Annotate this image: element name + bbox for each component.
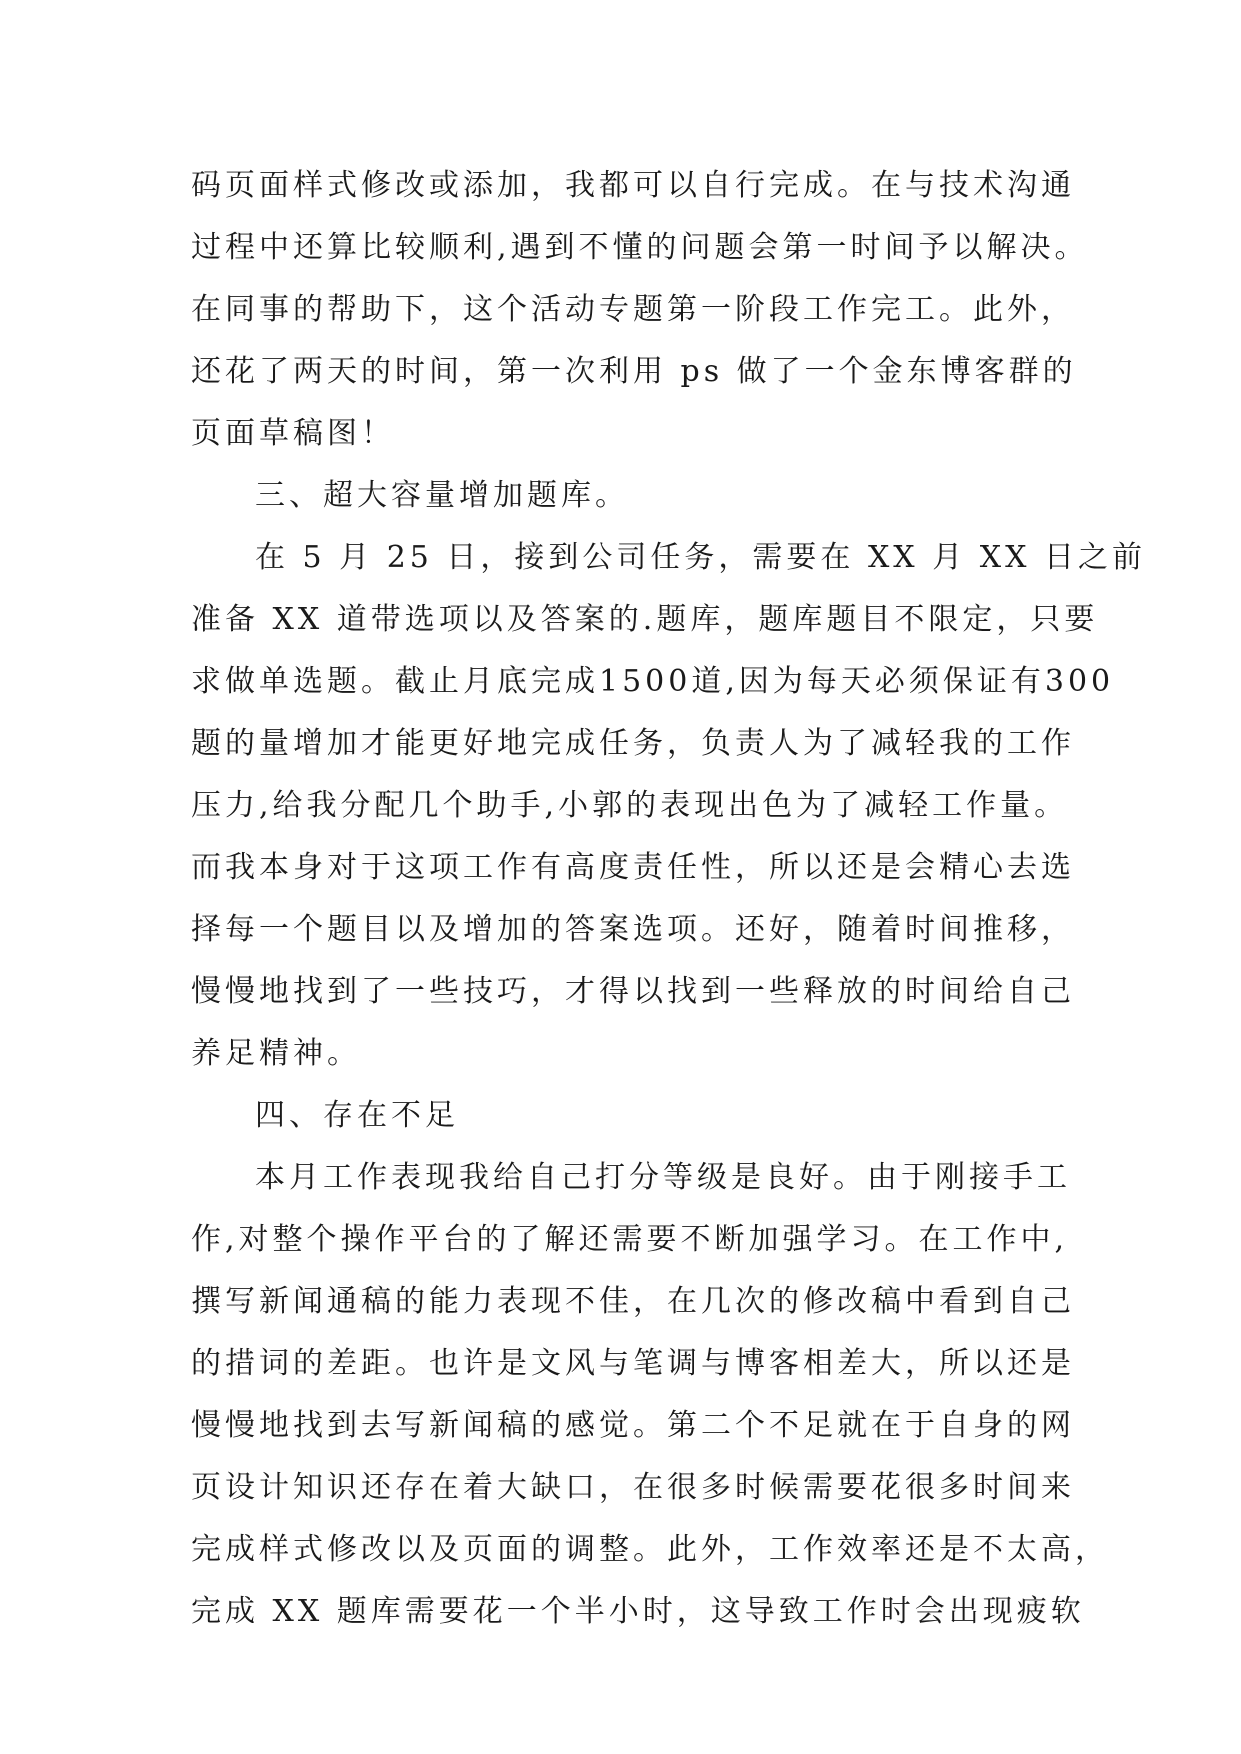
text-line: 的措词的差距。也许是文风与笔调与博客相差大，所以还是 xyxy=(191,1346,1075,1381)
text-line: 慢慢地找到去写新闻稿的感觉。第二个不足就在于自身的网 xyxy=(191,1408,1075,1443)
body-text xyxy=(191,155,1146,1643)
text-line: 页面草稿图！ xyxy=(191,416,395,451)
text-line: 在 5 月 25 日，接到公司任务，需要在 XX 月 XX 日之前 xyxy=(255,540,1146,575)
text-line: 在同事的帮助下，这个活动专题第一阶段工作完工。此外， xyxy=(191,292,1075,327)
section-heading: 四、存在不足 xyxy=(255,1098,459,1133)
text-line: 而我本身对于这项工作有高度责任性，所以还是会精心去选 xyxy=(191,850,1075,885)
text-line: 择每一个题目以及增加的答案选项。还好，随着时间推移， xyxy=(191,912,1075,947)
text-line: 求做单选题。截止月底完成1500道,因为每天必须保证有300 xyxy=(191,664,1115,699)
section-heading: 三、超大容量增加题库。 xyxy=(255,478,629,513)
text-line: 码页面样式修改或添加，我都可以自行完成。在与技术沟通 xyxy=(191,168,1075,203)
text-line: 撰写新闻通稿的能力表现不佳，在几次的修改稿中看到自己 xyxy=(191,1284,1075,1319)
text-line: 养足精神。 xyxy=(191,1036,361,1071)
text-line: 完成 XX 题库需要花一个半小时，这导致工作时会出现疲软 xyxy=(191,1594,1085,1629)
text-line: 作,对整个操作平台的了解还需要不断加强学习。在工作中, xyxy=(191,1222,1069,1257)
text-line: 过程中还算比较顺利,遇到不懂的问题会第一时间予以解决。 xyxy=(191,230,1089,265)
text-line: 准备 XX 道带选项以及答案的.题库，题库题目不限定，只要 xyxy=(191,602,1099,637)
text-line: 还花了两天的时间，第一次利用 ps 做了一个金东博客群的 xyxy=(191,354,1077,389)
text-line: 完成样式修改以及页面的调整。此外，工作效率还是不太高， xyxy=(191,1532,1109,1567)
text-line: 慢慢地找到了一些技巧，才得以找到一些释放的时间给自己 xyxy=(191,974,1075,1009)
text-line: 压力,给我分配几个助手,小郭的表现出色为了减轻工作量。 xyxy=(191,788,1069,823)
text-line: 本月工作表现我给自己打分等级是良好。由于刚接手工 xyxy=(255,1160,1071,1195)
text-line: 页设计知识还存在着大缺口，在很多时候需要花很多时间来 xyxy=(191,1470,1075,1505)
text-line: 题的量增加才能更好地完成任务，负责人为了减轻我的工作 xyxy=(191,726,1075,761)
